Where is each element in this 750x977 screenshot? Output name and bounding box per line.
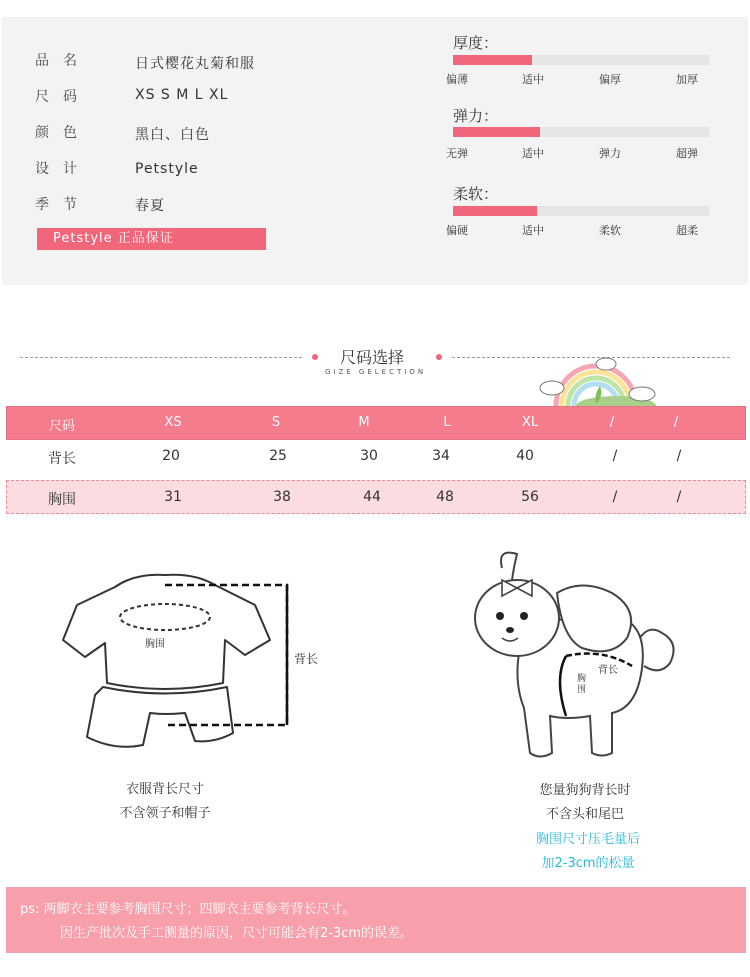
meter-title-elasticity: 弹力： xyxy=(453,107,499,125)
tick-label: 适中 xyxy=(522,147,544,160)
table-header-cell: M xyxy=(358,415,370,430)
dog-caption-1: 您量狗狗背长时 xyxy=(539,783,631,798)
spec-label-name: 品名 xyxy=(35,53,91,69)
table-header-cell: / xyxy=(609,415,615,430)
clothes-chest-label: 胸围 xyxy=(145,639,165,650)
meter-fill-softness xyxy=(453,206,537,216)
clothes-caption-2: 不含领子和帽子 xyxy=(119,806,211,821)
table-cell: / xyxy=(612,448,618,464)
table-cell: 30 xyxy=(360,448,378,464)
table-cell: 20 xyxy=(162,448,180,464)
tick-label: 柔软 xyxy=(599,224,621,237)
meter-fill-thickness xyxy=(453,55,532,65)
table-cell: / xyxy=(676,489,682,505)
spec-label-color: 颜色 xyxy=(35,125,91,141)
size-table-header xyxy=(6,406,746,440)
tick-label: 适中 xyxy=(522,224,544,237)
table-row-label: 胸围 xyxy=(48,492,76,508)
table-header-cell: XS xyxy=(164,415,182,430)
tick-label: 加厚 xyxy=(676,73,698,86)
dog-back-label: 背长 xyxy=(598,665,618,676)
meter-title-thickness: 厚度： xyxy=(453,34,499,52)
dog-caption-4: 加2-3cm的松量 xyxy=(541,856,635,871)
spec-value-season: 春夏 xyxy=(135,198,165,214)
table-cell: 31 xyxy=(164,489,182,505)
table-header-cell: L xyxy=(443,415,451,430)
tick-label: 适中 xyxy=(522,73,544,86)
table-cell: 38 xyxy=(273,489,291,505)
tick-label: 弹力 xyxy=(599,147,621,160)
table-header-cell: S xyxy=(271,415,281,430)
table-cell: 25 xyxy=(269,448,287,464)
dog-chest-label: 胸围 xyxy=(577,674,587,695)
meter-ticks-thickness xyxy=(446,71,711,85)
clothes-back-label: 背长 xyxy=(294,652,319,666)
tick-label: 偏厚 xyxy=(599,73,621,86)
table-header-cell: / xyxy=(673,415,679,430)
tick-label: 超柔 xyxy=(676,224,698,237)
spec-label-design: 设计 xyxy=(35,161,91,177)
spec-value-color: 黑白、白色 xyxy=(135,127,210,143)
spec-value-design: Petstyle xyxy=(135,161,199,177)
table-cell: 48 xyxy=(436,489,454,505)
note-line-2: 因生产批次及手工测量的原因，尺寸可能会有2-3cm的误差。 xyxy=(60,926,414,941)
table-header-cell: 尺码 xyxy=(48,419,76,434)
rainbow-cloud-icon xyxy=(536,356,656,408)
meter-track-thickness xyxy=(453,55,709,65)
table-cell: 34 xyxy=(432,448,450,464)
spec-label-size: 尺码 xyxy=(35,89,91,105)
title-dot-left xyxy=(312,354,318,360)
table-cell: 56 xyxy=(521,489,539,505)
divider-left xyxy=(20,357,302,358)
clothes-illustration xyxy=(55,565,335,760)
tick-label: 偏硬 xyxy=(446,224,468,237)
note-line-1: ps: 两脚衣主要参考胸围尺寸；四脚衣主要参考背长尺寸。 xyxy=(20,902,356,917)
section-title: 尺码选择 xyxy=(340,348,405,367)
spec-label-season: 季节 xyxy=(35,197,91,213)
tick-label: 超弹 xyxy=(676,147,698,160)
table-header-cell: XL xyxy=(521,415,539,430)
size-note-box xyxy=(6,887,746,953)
dog-caption-3: 胸围尺寸压毛量后 xyxy=(535,832,641,847)
meter-fill-elasticity xyxy=(453,127,540,137)
meter-ticks-softness xyxy=(446,222,711,236)
table-cell: 40 xyxy=(516,448,534,464)
meter-track-softness xyxy=(453,206,709,216)
dog-illustration xyxy=(462,548,687,763)
clothes-caption-1: 衣服背长尺寸 xyxy=(125,782,205,797)
table-cell: 44 xyxy=(363,489,381,505)
spec-value-name: 日式樱花丸菊和服 xyxy=(135,56,255,72)
meter-track-elasticity xyxy=(453,127,709,137)
meter-ticks-elasticity xyxy=(446,145,711,159)
tick-label: 无弹 xyxy=(446,147,468,160)
tick-label: 偏薄 xyxy=(446,73,468,86)
meter-title-softness: 柔软： xyxy=(453,185,499,203)
table-cell: / xyxy=(612,489,618,505)
authenticity-badge: Petstyle 正品保证 xyxy=(37,228,266,250)
table-cell: / xyxy=(676,448,682,464)
title-dot-right xyxy=(436,354,442,360)
section-subtitle: GIZE GELECTION xyxy=(325,368,427,376)
table-row-label: 背长 xyxy=(48,451,76,467)
spec-value-size: XS S M L XL xyxy=(135,87,229,103)
dog-caption-2: 不含头和尾巴 xyxy=(545,807,625,822)
